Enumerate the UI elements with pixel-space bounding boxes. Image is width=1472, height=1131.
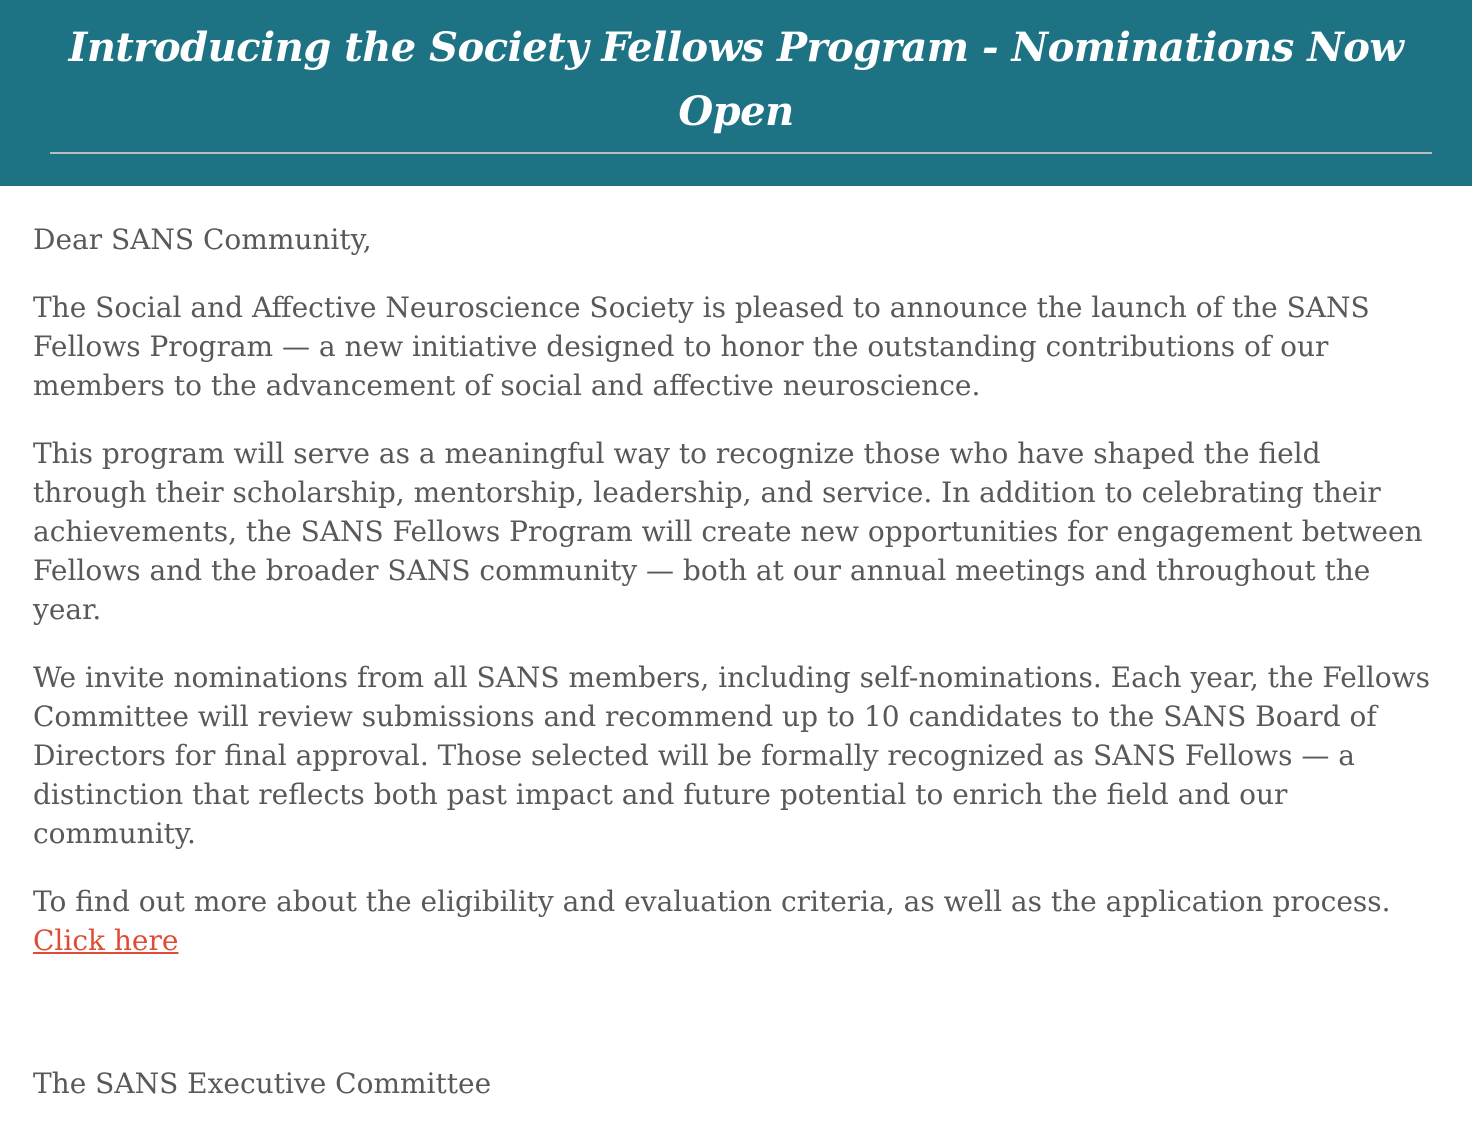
signature: The SANS Executive Committee	[33, 1067, 492, 1100]
title-line-1: Introducing the Society Fellows Program - Nominations Now	[68, 24, 1404, 71]
paragraph-announcement: The Social and Affective Neuroscience Society is pleased to announce the launch of the SANS Fellows Program — a new initiative designed to honor the outstanding contributions of our members to the advancement of social and affective neuroscience.	[33, 291, 1370, 402]
title-line-2: Open	[678, 88, 794, 135]
header-divider	[50, 152, 1432, 154]
email-header	[0, 0, 1472, 186]
cta-paragraph	[33, 882, 1442, 960]
greeting: Dear SANS Community,	[33, 223, 372, 256]
email-body	[0, 186, 1472, 1131]
paragraph-nominations: We invite nominations from all SANS members, including self-nominations. Each year, the Fellows Committee will review submissions and recommend up to 10 candidates to the SANS Board of Directors for final approval. Those selected will be formally recognized as SANS Fellows — a distinction that reflects both past impact and future potential to enrich the field and our community.	[33, 661, 1430, 850]
cta-text: To find out more about the eligibility and evaluation criteria, as well as the application process.	[33, 885, 1391, 918]
paragraph-program-purpose: This program will serve as a meaningful way to recognize those who have shaped the field through their scholarship, mentorship, leadership, and service. In addition to celebrating their achievements, the SANS Fellows Program will create new opportunities for engagement between Fellows and the broader SANS community — both at our annual meetings and throughout the year.	[33, 437, 1423, 626]
click-here-link[interactable]: Click here	[33, 924, 179, 957]
email-title	[20, 16, 1452, 144]
